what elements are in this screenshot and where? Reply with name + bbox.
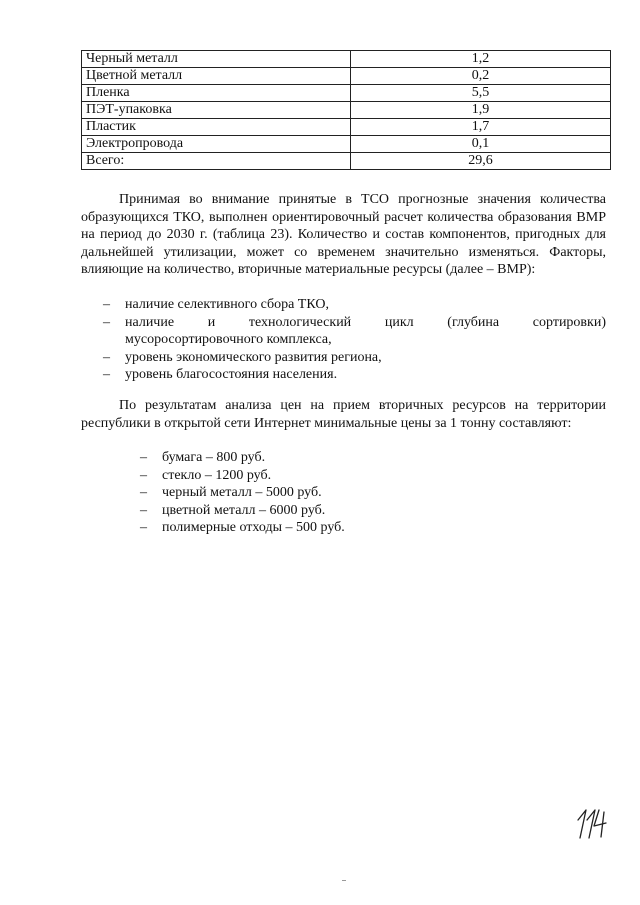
list-item xyxy=(140,449,440,467)
list-item xyxy=(103,366,606,384)
factors-list xyxy=(103,296,606,384)
table-cell-name: Всего: xyxy=(82,153,351,170)
dash-marker: – xyxy=(103,367,110,383)
dash-marker: – xyxy=(103,349,110,365)
dash-marker: – xyxy=(140,485,147,501)
list-item-text: бумага – 800 руб. xyxy=(162,450,266,465)
table-row xyxy=(82,51,611,68)
table-row-total xyxy=(82,153,611,170)
list-item xyxy=(103,296,606,314)
dash-marker: – xyxy=(140,520,147,536)
prices-list xyxy=(140,449,440,537)
scan-speck xyxy=(342,880,346,881)
list-item xyxy=(140,467,440,485)
paragraph-intro: Принимая во внимание принятые в ТСО прогнозные значения количества образующихся ТКО, выполнен ориентировочный расчет количества образования ВМР на период до 2030 г. (таблица 23). Количество и состав компонентов, пригодных для дальнейшей утилизации, может со временем значительно изменяться. Факторы, влияющие на количество, вторичные материальные ресурсы (далее – ВМР): xyxy=(81,192,606,278)
list-item xyxy=(140,502,440,520)
table-cell-value: 0,2 xyxy=(351,68,611,85)
dash-marker: – xyxy=(140,450,147,465)
table-row xyxy=(82,102,611,119)
dash-marker: – xyxy=(140,502,147,518)
list-item xyxy=(140,519,440,537)
list-item-text-continued: мусоросортировочного комплекса, xyxy=(125,332,332,348)
table-row xyxy=(82,85,611,102)
handwritten-page-number xyxy=(574,806,610,840)
dash-marker: – xyxy=(140,467,147,483)
list-item-text: черный металл – 5000 руб. xyxy=(162,485,322,501)
list-item xyxy=(103,349,606,367)
table-row xyxy=(82,136,611,153)
table-cell-name: ПЭТ-упаковка xyxy=(82,102,351,119)
table-cell-name: Черный металл xyxy=(82,51,351,68)
list-item-text: наличие селективного сбора ТКО, xyxy=(125,297,329,312)
list-item-text: наличие и технологический цикл (глубина сортировки) xyxy=(125,314,606,330)
table-cell-value: 29,6 xyxy=(351,153,611,170)
dash-marker: – xyxy=(103,297,110,312)
table-cell-value: 1,9 xyxy=(351,102,611,119)
list-item xyxy=(140,484,440,502)
table-cell-value: 5,5 xyxy=(351,85,611,102)
waste-table xyxy=(81,50,611,170)
paragraph-prices: По результатам анализа цен на прием вторичных ресурсов на территории республики в открытой сети Интернет минимальные цены за 1 тонну составляют: xyxy=(81,398,606,431)
list-item-text: цветной металл – 6000 руб. xyxy=(162,502,326,518)
table-cell-name: Цветной металл xyxy=(82,68,351,85)
list-item xyxy=(103,314,606,349)
table-row xyxy=(82,119,611,136)
dash-marker: – xyxy=(103,314,110,330)
table-row xyxy=(82,68,611,85)
table-cell-value: 1,2 xyxy=(351,51,611,68)
table-cell-value: 1,7 xyxy=(351,119,611,136)
table-cell-name: Пластик xyxy=(82,119,351,136)
list-item-text: стекло – 1200 руб. xyxy=(162,467,272,483)
table-cell-name: Электропровода xyxy=(82,136,351,153)
table-cell-name: Пленка xyxy=(82,85,351,102)
list-item-text: уровень экономического развития региона, xyxy=(125,349,382,365)
list-item-text: уровень благосостояния населения. xyxy=(125,367,338,383)
table-cell-value: 0,1 xyxy=(351,136,611,153)
list-item-text: полимерные отходы – 500 руб. xyxy=(162,520,345,536)
